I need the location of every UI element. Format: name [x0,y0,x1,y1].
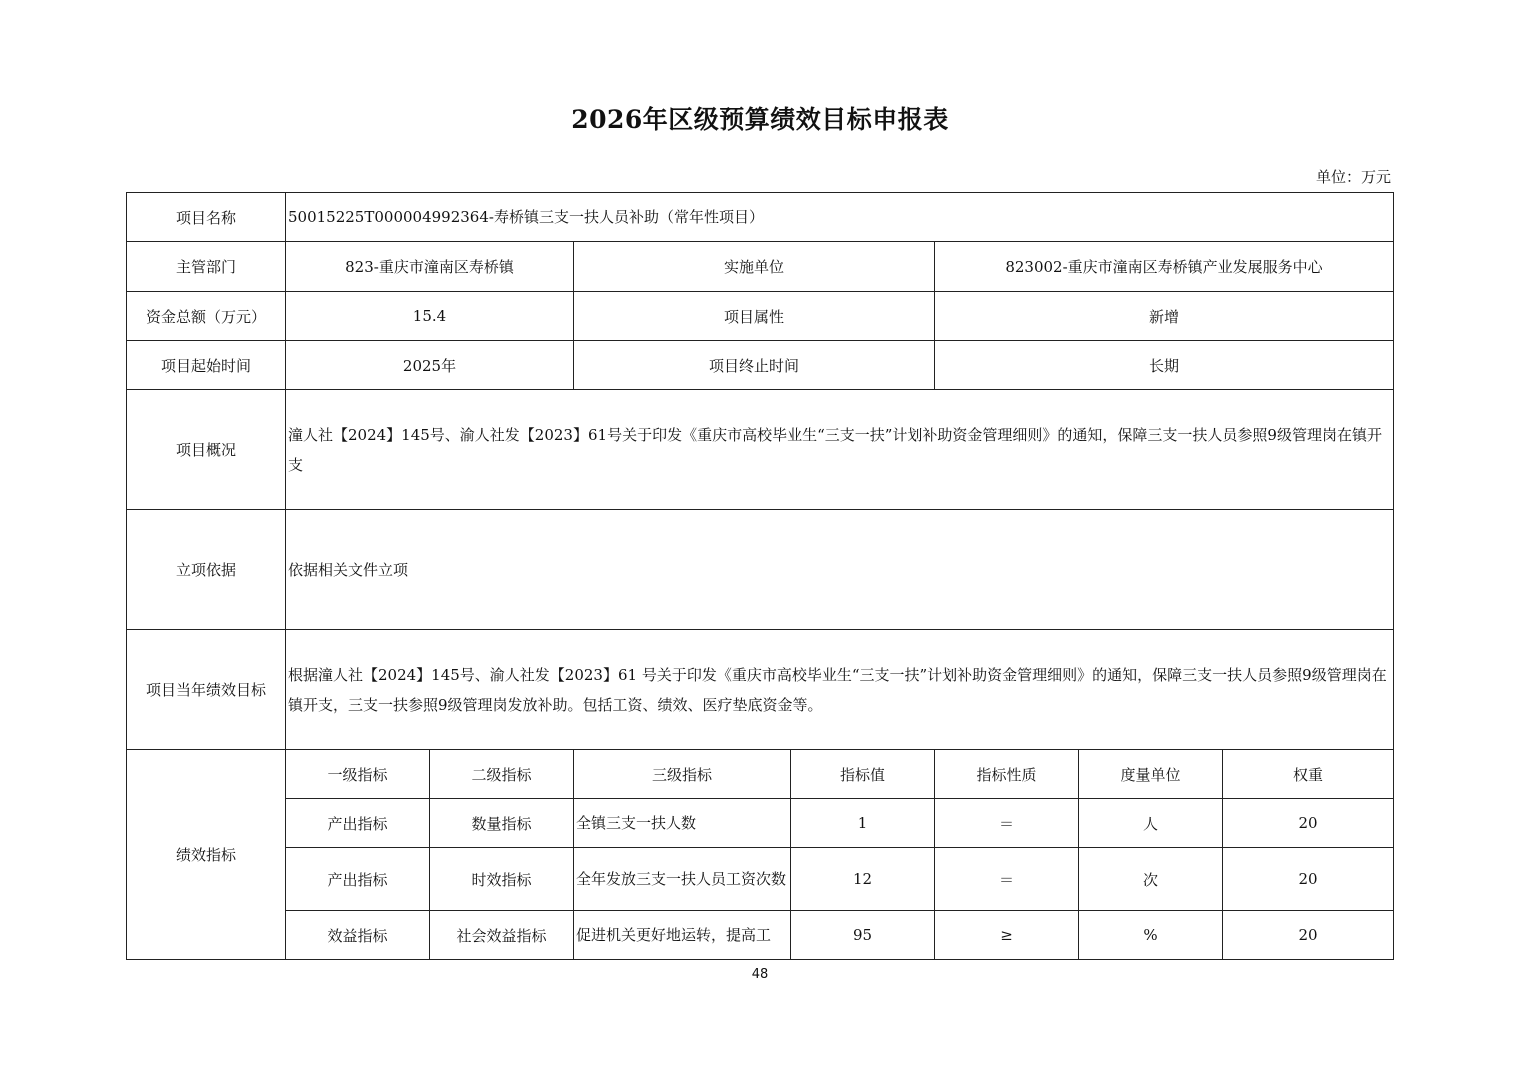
table-row [127,799,1394,848]
attr-label: 项目属性 [574,292,935,341]
header-unit: 度量单位 [1079,750,1223,799]
header-level2: 二级指标 [430,750,574,799]
overview-value: 潼人社【2024】145号、渝人社发【2023】61号关于印发《重庆市高校毕业生“三支一扶”计划补助资金管理细则》的通知，保障三支一扶人员参照9级管理岗在镇开支 [286,390,1394,510]
row-overview [127,390,1394,510]
cell-value: 12 [791,848,935,911]
row-funds [127,292,1394,341]
cell-level3: 促进机关更好地运转，提高工 [574,911,791,960]
table-row [127,848,1394,911]
start-label: 项目起始时间 [127,341,286,390]
header-level1: 一级指标 [286,750,430,799]
cell-weight: 20 [1223,911,1394,960]
cell-value: 95 [791,911,935,960]
funds-label: 资金总额（万元） [127,292,286,341]
cell-unit: 次 [1079,848,1223,911]
goal-value: 根据潼人社【2024】145号、渝人社发【2023】61 号关于印发《重庆市高校毕业生“三支一扶”计划补助资金管理细则》的通知，保障三支一扶人员参照9级管理岗在镇开支，三支一扶参照9级管理岗发放补助。包括工资、绩效、医疗垫底资金等。 [286,630,1394,750]
cell-value: 1 [791,799,935,848]
cell-nature: ＝ [935,848,1079,911]
end-label: 项目终止时间 [574,341,935,390]
dept-label: 主管部门 [127,242,286,292]
row-period [127,341,1394,390]
start-value: 2025年 [286,341,574,390]
cell-unit: % [1079,911,1223,960]
cell-unit: 人 [1079,799,1223,848]
row-project-name [127,193,1394,242]
cell-level2: 数量指标 [430,799,574,848]
cell-weight: 20 [1223,799,1394,848]
page-number: 48 [751,967,769,982]
cell-level3: 全年发放三支一扶人员工资次数 [574,848,791,911]
overview-label: 项目概况 [127,390,286,510]
cell-level2: 时效指标 [430,848,574,911]
goal-label: 项目当年绩效目标 [127,630,286,750]
project-name-value: 50015225T000004992364-寿桥镇三支一扶人员补助（常年性项目） [286,193,1394,242]
basis-value: 依据相关文件立项 [286,510,1394,630]
cell-level3: 全镇三支一扶人数 [574,799,791,848]
cell-weight: 20 [1223,848,1394,911]
indicators-label: 绩效指标 [127,750,286,960]
cell-level1: 产出指标 [286,848,430,911]
row-goal [127,630,1394,750]
unit-label: 单位：万元 [1315,168,1391,186]
basis-label: 立项依据 [127,510,286,630]
header-level3: 三级指标 [574,750,791,799]
table-row [127,911,1394,960]
attr-value: 新增 [935,292,1394,341]
budget-performance-table [126,192,1394,960]
cell-nature: ≥ [935,911,1079,960]
cell-level1: 效益指标 [286,911,430,960]
impl-label: 实施单位 [574,242,935,292]
header-weight: 权重 [1223,750,1394,799]
impl-value: 823002-重庆市潼南区寿桥镇产业发展服务中心 [935,242,1394,292]
end-value: 长期 [935,341,1394,390]
cell-nature: ＝ [935,799,1079,848]
funds-value: 15.4 [286,292,574,341]
row-department [127,242,1394,292]
row-basis [127,510,1394,630]
header-value: 指标值 [791,750,935,799]
cell-level2: 社会效益指标 [430,911,574,960]
dept-value: 823-重庆市潼南区寿桥镇 [286,242,574,292]
project-name-label: 项目名称 [127,193,286,242]
document-title: 2026年区级预算绩效目标申报表 [571,105,949,134]
header-nature: 指标性质 [935,750,1079,799]
cell-level1: 产出指标 [286,799,430,848]
indicator-header-row [127,750,1394,799]
